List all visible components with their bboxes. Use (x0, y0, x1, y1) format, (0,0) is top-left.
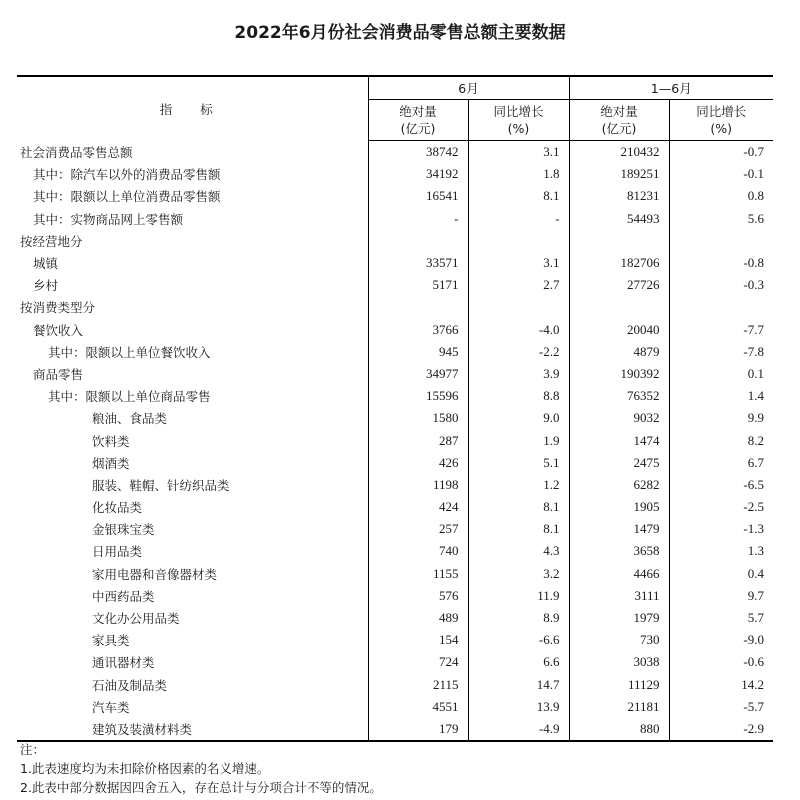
ytd-yoy-cell (669, 296, 773, 318)
ytd-abs-cell (569, 230, 669, 252)
ytd-abs-cell: 9032 (569, 407, 669, 429)
row-label: 乡村 (17, 274, 368, 296)
row-label: 金银珠宝类 (17, 518, 368, 540)
ytd-yoy-cell: -7.7 (743, 321, 764, 337)
june-yoy-cell: 3.1 (468, 141, 569, 164)
ytd-abs-header: 绝对量 (亿元) (569, 100, 669, 141)
june-abs-cell: 424 (368, 496, 468, 518)
june-abs-cell: 1155 (368, 563, 468, 585)
ytd-group-header: 1—6月 (569, 76, 773, 100)
june-abs-cell: 489 (368, 607, 468, 629)
ytd-yoy-cell: 0.4 (747, 565, 764, 581)
ytd-yoy-cell: -7.8 (743, 343, 764, 359)
row-label: 服装、鞋帽、针纺织品类 (17, 474, 368, 496)
row-label: 其中：限额以上单位商品零售 (17, 385, 368, 407)
june-abs-cell: 945 (368, 341, 468, 363)
ytd-abs-cell: 4879 (569, 341, 669, 363)
ytd-yoy-cell: 5.6 (747, 210, 764, 226)
june-yoy-cell: 4.3 (468, 540, 569, 562)
ytd-yoy-cell: -0.7 (743, 144, 764, 160)
june-yoy-cell: 8.1 (468, 496, 569, 518)
ytd-abs-cell: 4466 (569, 563, 669, 585)
row-label: 文化办公用品类 (17, 607, 368, 629)
row-label: 其中：除汽车以外的消费品零售额 (17, 163, 368, 185)
ytd-abs-cell: 189251 (569, 163, 669, 185)
ytd-abs-cell: 1479 (569, 518, 669, 540)
row-label: 家用电器和音像器材类 (17, 563, 368, 585)
row-label: 烟酒类 (17, 452, 368, 474)
june-yoy-cell: 1.9 (468, 429, 569, 451)
june-group-header: 6月 (368, 76, 569, 100)
row-label: 通讯器材类 (17, 651, 368, 673)
june-yoy-cell: 9.0 (468, 407, 569, 429)
june-yoy-cell: 6.6 (468, 651, 569, 673)
june-abs-cell: 34192 (368, 163, 468, 185)
ytd-abs-cell: 880 (569, 718, 669, 741)
row-label: 社会消费品零售总额 (17, 141, 368, 164)
ytd-yoy-cell: -6.5 (743, 476, 764, 492)
june-yoy-cell: 1.2 (468, 474, 569, 496)
june-abs-header: 绝对量 (亿元) (368, 100, 468, 141)
ytd-abs-cell: 3038 (569, 651, 669, 673)
section-label: 按消费类型分 (17, 296, 368, 318)
june-abs-cell: 38742 (368, 141, 468, 164)
ytd-abs-cell: 11129 (569, 674, 669, 696)
ytd-yoy-cell: 0.8 (747, 188, 764, 204)
june-abs-cell: 4551 (368, 696, 468, 718)
june-abs-cell: 257 (368, 518, 468, 540)
june-abs-cell (368, 296, 468, 318)
june-abs-cell: 179 (368, 718, 468, 741)
june-yoy-cell: 14.7 (468, 674, 569, 696)
row-label: 中西药品类 (17, 585, 368, 607)
row-label: 建筑及装潢材料类 (17, 718, 368, 741)
ytd-yoy-cell: -1.3 (743, 521, 764, 537)
june-yoy-cell: 3.2 (468, 563, 569, 585)
ytd-yoy-cell: 1.3 (747, 543, 764, 559)
ytd-abs-cell: 210432 (569, 141, 669, 164)
june-yoy-cell (468, 296, 569, 318)
ytd-abs-cell: 2475 (569, 452, 669, 474)
ytd-yoy-cell: -5.7 (743, 698, 764, 714)
ytd-yoy-cell: -0.8 (743, 255, 764, 271)
page-title: 2022年6月份社会消费品零售总额主要数据 (234, 23, 566, 43)
ytd-yoy-cell: -2.9 (669, 718, 773, 741)
ytd-yoy-cell: -0.3 (743, 277, 764, 293)
june-abs-cell: 33571 (368, 252, 468, 274)
ytd-abs-cell: 6282 (569, 474, 669, 496)
june-yoy-cell: -4.0 (468, 319, 569, 341)
ytd-abs-cell: 190392 (569, 363, 669, 385)
ytd-yoy-cell: -9.0 (743, 632, 764, 648)
june-abs-cell: 154 (368, 629, 468, 651)
june-abs-cell: 34977 (368, 363, 468, 385)
ytd-abs-cell: 1474 (569, 429, 669, 451)
row-label: 石油及制品类 (17, 674, 368, 696)
ytd-abs-cell: 3111 (569, 585, 669, 607)
ytd-abs-cell: 54493 (569, 208, 669, 230)
june-yoy-cell: 8.9 (468, 607, 569, 629)
note-line-2: 2.此表中部分数据因四舍五入，存在总计与分项合计不等的情况。 (20, 780, 382, 795)
ytd-yoy-cell: -0.1 (743, 166, 764, 182)
notes-heading: 注： (20, 742, 46, 757)
june-abs-cell: 1198 (368, 474, 468, 496)
note-line-1: 1.此表速度均为未扣除价格因素的名义增速。 (20, 761, 270, 776)
row-label: 城镇 (17, 252, 368, 274)
ytd-abs-cell: 1979 (569, 607, 669, 629)
ytd-yoy-cell: 0.1 (747, 365, 764, 381)
june-yoy-cell: - (468, 208, 569, 230)
ytd-abs-cell: 20040 (569, 319, 669, 341)
ytd-abs-cell: 81231 (569, 185, 669, 207)
june-abs-cell: 5171 (368, 274, 468, 296)
ytd-yoy-header: 同比增长 (%) (669, 100, 773, 141)
june-abs-cell: 576 (368, 585, 468, 607)
row-label: 其中：限额以上单位餐饮收入 (17, 341, 368, 363)
ytd-abs-cell: 182706 (569, 252, 669, 274)
footnotes (20, 740, 382, 797)
june-yoy-cell: 11.9 (468, 585, 569, 607)
section-label: 按经营地分 (17, 230, 368, 252)
row-label: 其中：限额以上单位消费品零售额 (17, 185, 368, 207)
june-yoy-cell (468, 230, 569, 252)
june-yoy-cell: 5.1 (468, 452, 569, 474)
ytd-abs-cell: 21181 (569, 696, 669, 718)
june-abs-cell: 2115 (368, 674, 468, 696)
indicator-header: 指 标 (17, 76, 368, 141)
ytd-abs-cell (569, 296, 669, 318)
row-label: 家具类 (17, 629, 368, 651)
row-label: 汽车类 (17, 696, 368, 718)
june-yoy-cell: 8.1 (468, 185, 569, 207)
june-abs-cell: 1580 (368, 407, 468, 429)
june-yoy-cell: 2.7 (468, 274, 569, 296)
ytd-yoy-cell: 1.4 (747, 388, 764, 404)
june-abs-cell: - (368, 208, 468, 230)
ytd-yoy-cell (669, 230, 773, 252)
ytd-yoy-cell: 14.2 (741, 676, 764, 692)
ytd-abs-cell: 730 (569, 629, 669, 651)
june-abs-cell: 740 (368, 540, 468, 562)
row-label: 商品零售 (17, 363, 368, 385)
ytd-abs-cell: 1905 (569, 496, 669, 518)
ytd-yoy-cell: 9.7 (747, 587, 764, 603)
ytd-yoy-cell: -2.5 (743, 499, 764, 515)
june-yoy-cell: 3.9 (468, 363, 569, 385)
ytd-yoy-cell: -0.6 (743, 654, 764, 670)
june-yoy-cell: 1.8 (468, 163, 569, 185)
row-label: 粮油、食品类 (17, 407, 368, 429)
ytd-yoy-cell: 6.7 (747, 454, 764, 470)
june-abs-cell: 724 (368, 651, 468, 673)
june-yoy-cell: -4.9 (468, 718, 569, 741)
june-abs-cell: 287 (368, 429, 468, 451)
june-abs-cell: 426 (368, 452, 468, 474)
row-label: 日用品类 (17, 540, 368, 562)
june-yoy-cell: 8.8 (468, 385, 569, 407)
june-yoy-cell: 3.1 (468, 252, 569, 274)
june-yoy-cell: 13.9 (468, 696, 569, 718)
june-abs-cell: 16541 (368, 185, 468, 207)
june-abs-cell: 15596 (368, 385, 468, 407)
row-label: 餐饮收入 (17, 319, 368, 341)
row-label: 饮料类 (17, 429, 368, 451)
ytd-yoy-cell: 5.7 (747, 610, 764, 626)
june-yoy-cell: -2.2 (468, 341, 569, 363)
ytd-abs-cell: 76352 (569, 385, 669, 407)
ytd-yoy-cell: 8.2 (747, 432, 764, 448)
june-abs-cell: 3766 (368, 319, 468, 341)
ytd-abs-cell: 27726 (569, 274, 669, 296)
june-yoy-header: 同比增长 (%) (468, 100, 569, 141)
row-label: 其中：实物商品网上零售额 (17, 208, 368, 230)
june-abs-cell (368, 230, 468, 252)
row-label: 化妆品类 (17, 496, 368, 518)
ytd-abs-cell: 3658 (569, 540, 669, 562)
ytd-yoy-cell: 9.9 (747, 410, 764, 426)
june-yoy-cell: 8.1 (468, 518, 569, 540)
june-yoy-cell: -6.6 (468, 629, 569, 651)
retail-sales-table (17, 75, 773, 742)
